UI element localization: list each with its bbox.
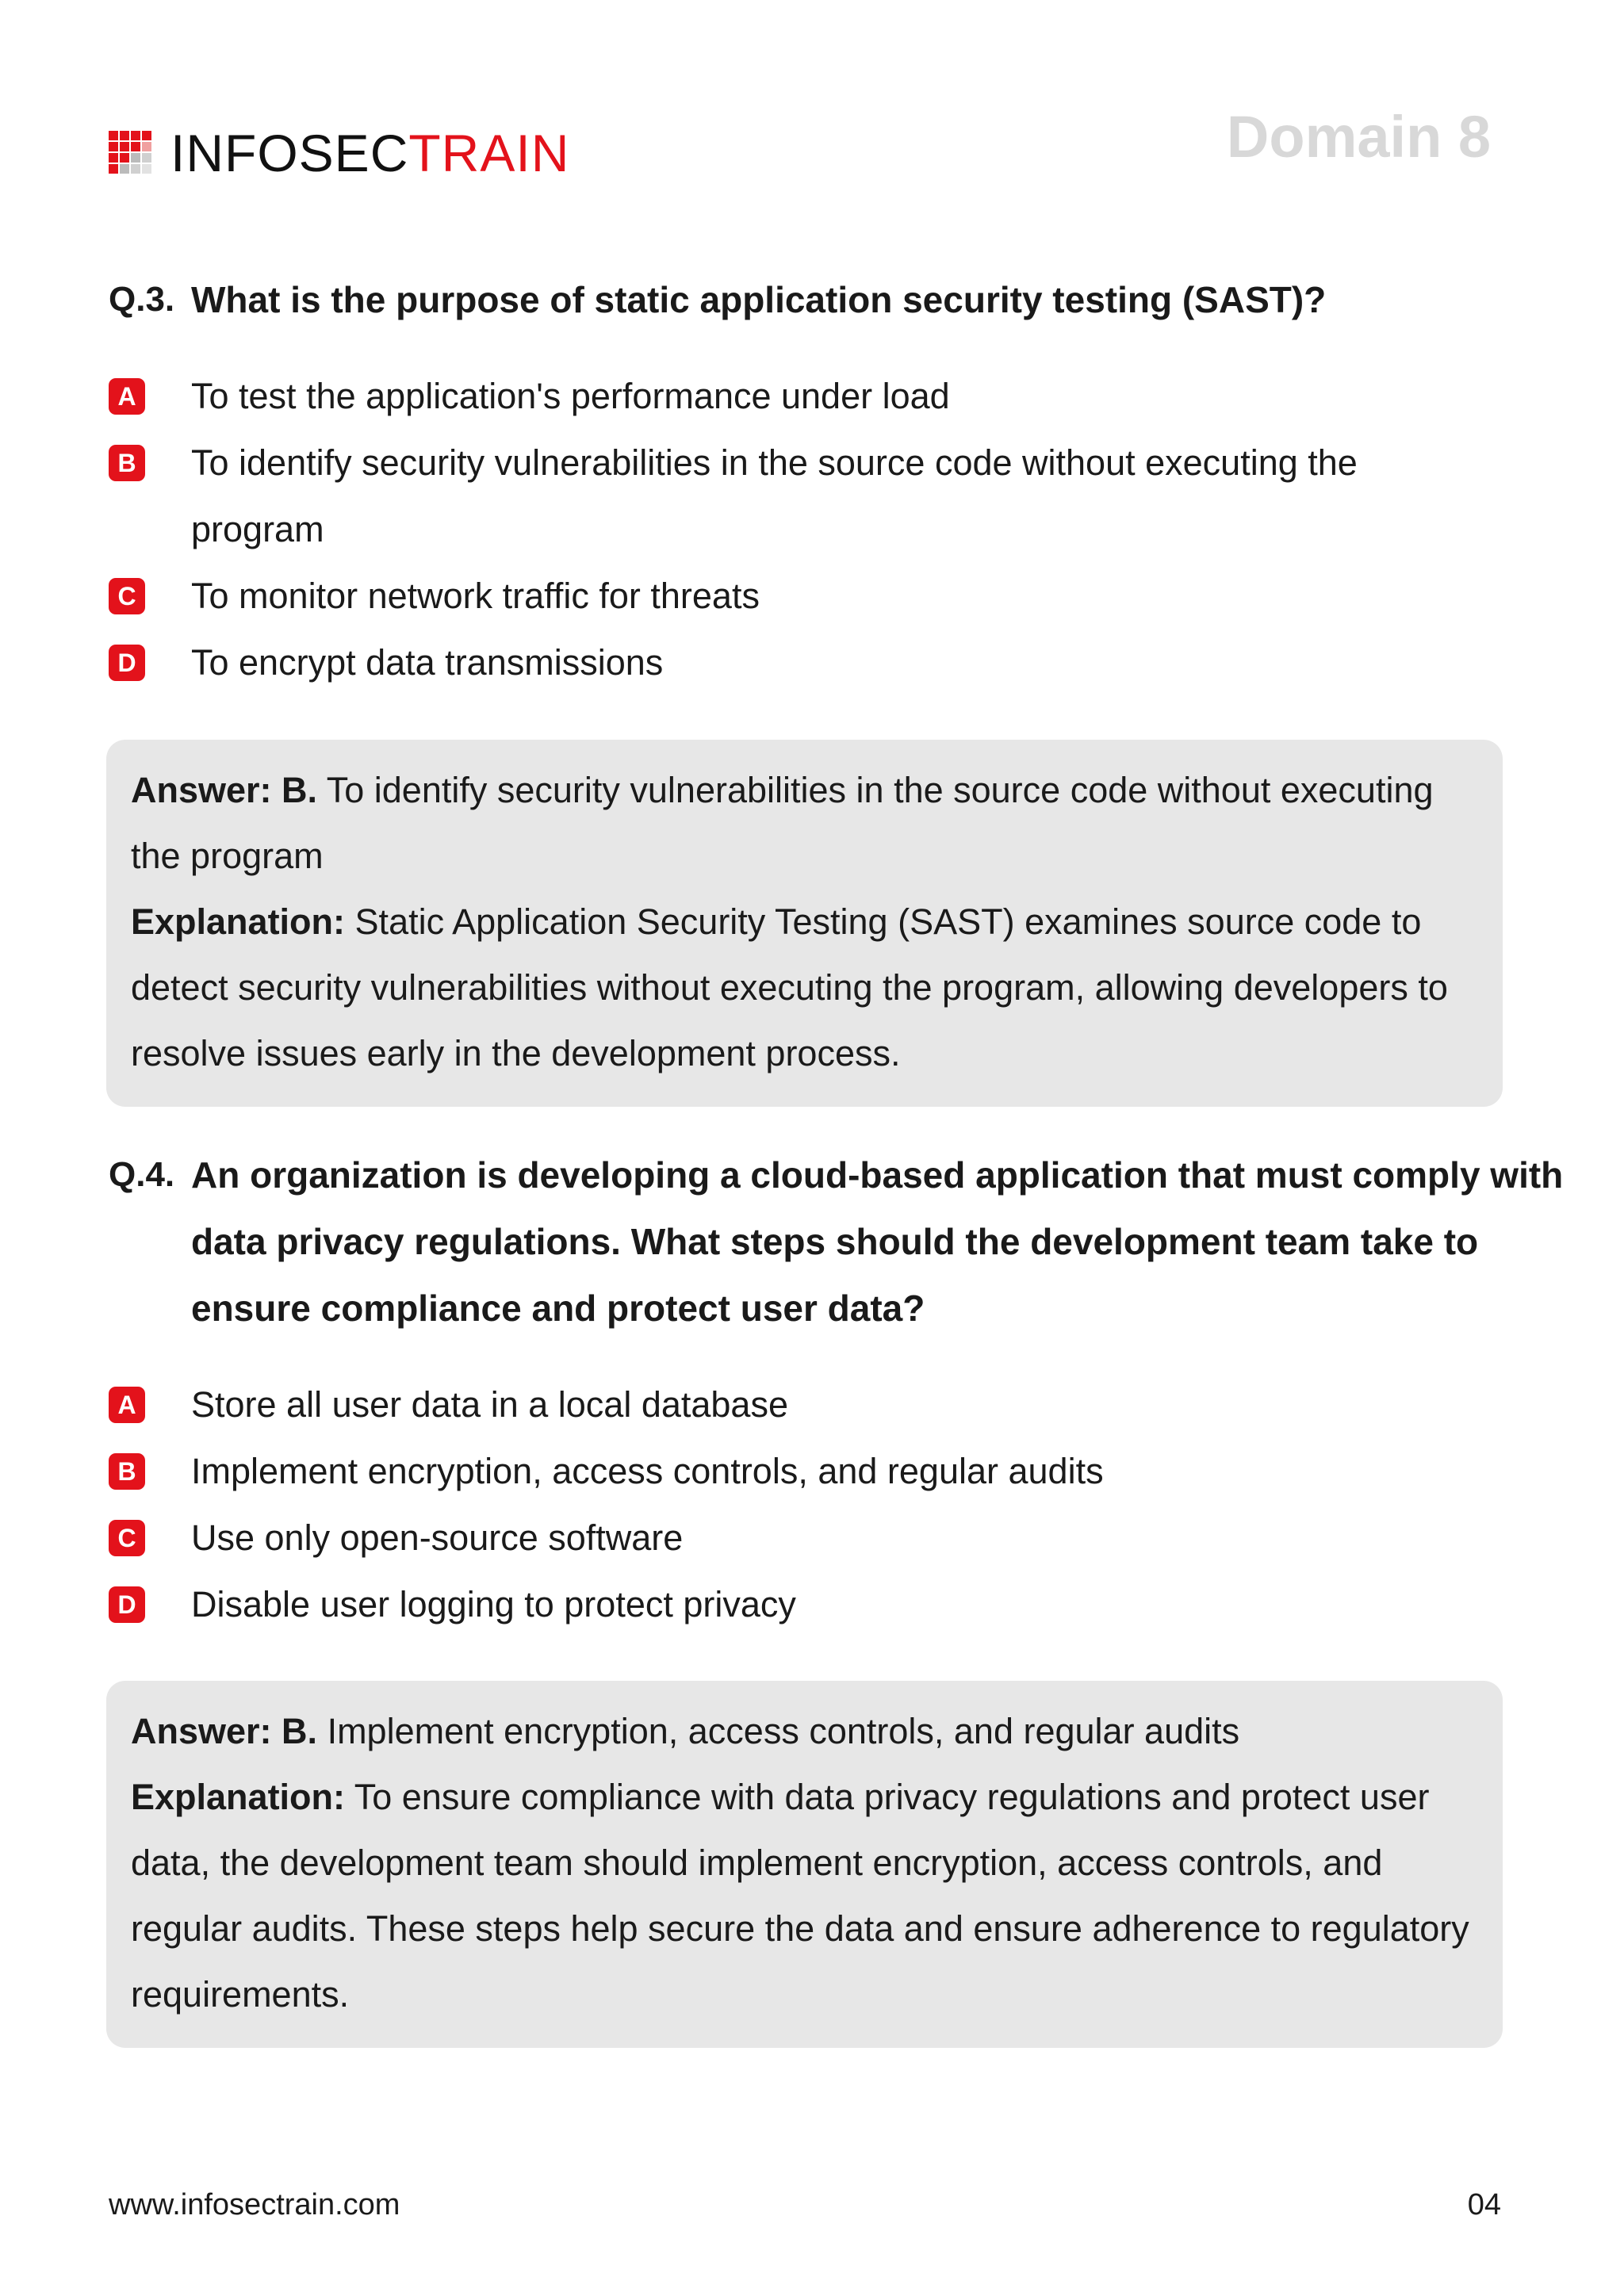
option-letter-badge: B: [109, 1453, 145, 1490]
page-number: 04: [1467, 2188, 1501, 2221]
infosectrain-logo: [109, 124, 570, 182]
question-header: [109, 266, 1599, 333]
option-letter-badge: D: [109, 645, 145, 681]
answer-text: Implement encryption, access controls, and regular audits: [327, 1711, 1240, 1751]
answer-box-q3: [106, 740, 1503, 1107]
option-b[interactable]: [109, 1438, 1599, 1505]
explanation-text: Static Application Security Testing (SAST) examines source code to detect security vulnerabilities without executing the program, allowing developers to resolve issues early in the development process.: [131, 901, 1448, 1073]
question-number: Q.4.: [109, 1155, 175, 1194]
option-text: Disable user logging to protect privacy: [191, 1584, 796, 1624]
option-a[interactable]: [109, 363, 1599, 430]
answer-text: To identify security vulnerabilities in the source code without executing the program: [131, 770, 1434, 876]
option-text: To identify security vulnerabilities in the source code without executing the program: [191, 442, 1358, 549]
answer-box-q4: [106, 1681, 1503, 2048]
answer-label: Answer: B.: [131, 1711, 318, 1751]
page-header: [0, 0, 1624, 190]
option-text: To encrypt data transmissions: [191, 642, 664, 683]
question-number: Q.3.: [109, 280, 175, 319]
footer-website-link[interactable]: www.infosectrain.com: [109, 2188, 400, 2221]
options-list: [109, 363, 1599, 696]
explanation-label: Explanation:: [131, 1777, 346, 1817]
question-header: [109, 1142, 1599, 1341]
option-text: Use only open-source software: [191, 1517, 684, 1558]
logo-grid-icon: [109, 131, 153, 175]
option-letter-badge: B: [109, 445, 145, 481]
option-d[interactable]: [109, 1571, 1599, 1638]
explanation-text: To ensure compliance with data privacy regulations and protect user data, the development team should implement encryption, access controls, and regular audits. These steps help secure the data and ensure adherence to regulatory requirements.: [131, 1777, 1469, 2015]
option-text: Store all user data in a local database: [191, 1384, 788, 1425]
option-text: Implement encryption, access controls, and regular audits: [191, 1451, 1104, 1491]
question-3: [109, 266, 1599, 696]
option-text: To monitor network traffic for threats: [191, 576, 760, 616]
options-list: [109, 1372, 1599, 1638]
answer-line: [131, 757, 1479, 889]
option-d[interactable]: [109, 629, 1599, 696]
option-letter-badge: C: [109, 578, 145, 614]
question-text: What is the purpose of static application security testing (SAST)?: [191, 279, 1327, 320]
answer-label: Answer: B.: [131, 770, 318, 810]
question-text: An organization is developing a cloud-based application that must comply with data privacy regulations. What steps should the development team take to ensure compliance and protect user data?: [191, 1154, 1564, 1329]
option-letter-badge: D: [109, 1586, 145, 1623]
logo-wordmark: INFOSECTRAIN: [170, 124, 570, 182]
domain-label: Domain 8: [1226, 104, 1491, 170]
option-letter-badge: A: [109, 1387, 145, 1423]
option-text: To test the application's performance under load: [191, 376, 950, 416]
option-c[interactable]: [109, 1505, 1599, 1571]
option-letter-badge: C: [109, 1520, 145, 1556]
option-c[interactable]: [109, 563, 1599, 629]
explanation-line: [131, 889, 1479, 1086]
option-a[interactable]: [109, 1372, 1599, 1438]
answer-line: [131, 1698, 1479, 1764]
option-b[interactable]: [109, 430, 1599, 563]
question-4: [109, 1142, 1599, 1638]
option-letter-badge: A: [109, 378, 145, 415]
explanation-line: [131, 1764, 1479, 2027]
explanation-label: Explanation:: [131, 901, 346, 942]
